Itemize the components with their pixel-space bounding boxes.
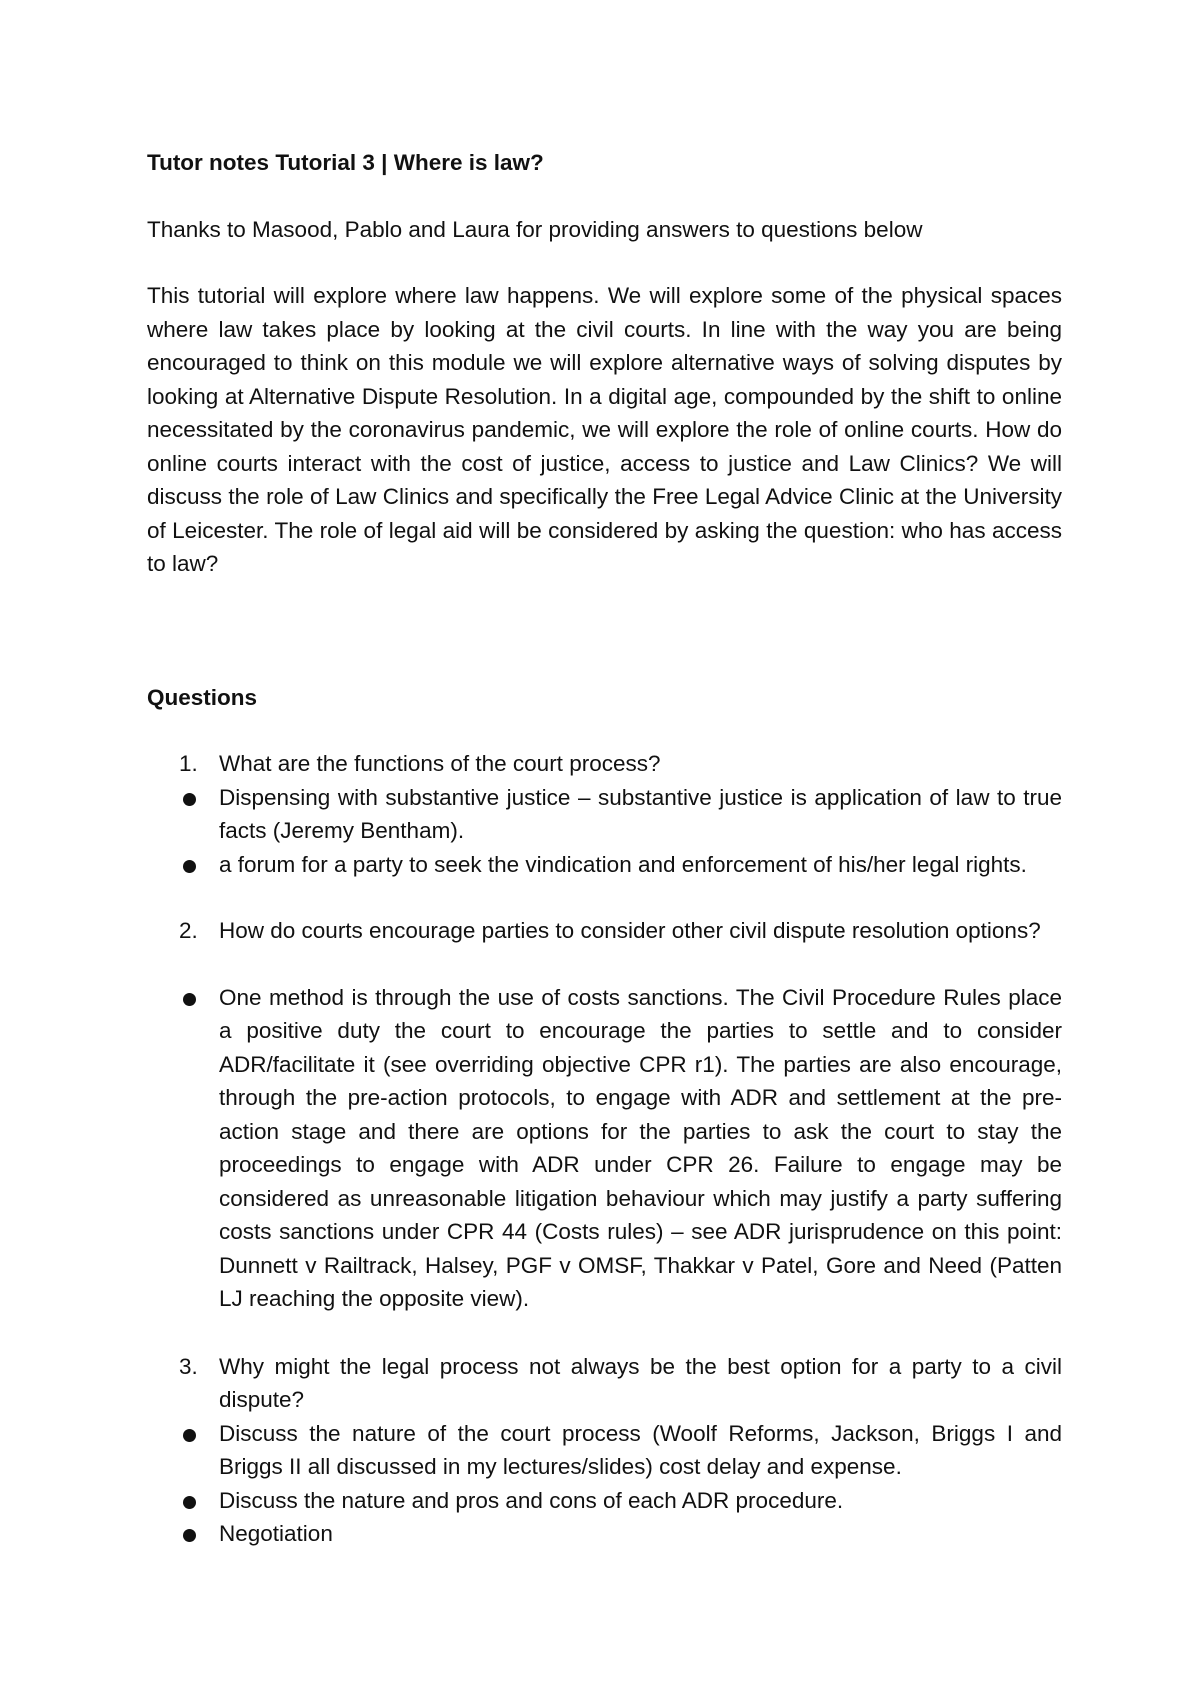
question-1 — [147, 747, 1062, 781]
question-1-bullet-2 — [147, 848, 1062, 882]
bullet-icon — [183, 1496, 196, 1509]
question-1-bullet-1 — [147, 781, 1062, 848]
question-2-number: 2. — [179, 918, 198, 943]
document-title: Tutor notes Tutorial 3 | Where is law? — [147, 150, 544, 175]
bullet-text: Discuss the nature of the court process (Woolf Reforms, Jackson, Briggs I and Briggs II all discussed in my lectures/slides) cost delay and expense. — [219, 1420, 1062, 1479]
bullet-text: Negotiation — [219, 1521, 333, 1546]
bullet-icon — [183, 1529, 196, 1542]
question-1-number: 1. — [179, 751, 198, 776]
bullet-icon — [183, 993, 196, 1006]
question-2 — [147, 914, 1062, 948]
question-3-bullet-2 — [147, 1484, 1062, 1518]
question-3-text: Why might the legal process not always be the best option for a party to a civil dispute? — [219, 1353, 1062, 1412]
bullet-text: Dispensing with substantive justice – substantive justice is application of law to true facts (Jeremy Bentham). — [219, 784, 1062, 843]
question-1-text: What are the functions of the court process? — [219, 751, 661, 776]
bullet-text: Discuss the nature and pros and cons of each ADR procedure. — [219, 1487, 844, 1513]
bullet-text: One method is through the use of costs sanctions. The Civil Procedure Rules place a positive duty the court to encourage the parties to settle and to consider ADR/facilitate it (see overriding objective CPR r1). The parties are also encourage, through the pre-action protocols, to engage with ADR and settlement at the pre-action stage and there are options for the parties to ask the court to stay the proceedings to engage with ADR under CPR 26. Failure to engage may be considered as unreasonable litigation behaviour which may justify a party suffering costs sanctions under CPR 44 (Costs rules) – see ADR jurisprudence on this point: Dunnett v Railtrack, Halsey, PGF v OMSF, Thakkar v Patel, Gore and Need (Patten LJ reaching the opposite view). — [219, 984, 1062, 1311]
question-3-bullet-3 — [147, 1517, 1062, 1551]
document-page — [147, 146, 1062, 1551]
bullet-icon — [183, 1429, 196, 1442]
acknowledgement: Thanks to Masood, Pablo and Laura for providing answers to questions below — [147, 216, 923, 242]
questions-list — [147, 747, 1062, 1551]
bullet-text: a forum for a party to seek the vindication and enforcement of his/her legal rights. — [219, 851, 1027, 877]
question-2-text: How do courts encourage parties to consider other civil dispute resolution options? — [219, 918, 1041, 943]
question-3-number: 3. — [179, 1353, 198, 1379]
question-2-bullet-1 — [147, 981, 1062, 1316]
question-3-bullet-1 — [147, 1417, 1062, 1484]
question-3 — [147, 1350, 1062, 1417]
questions-heading: Questions — [147, 684, 258, 710]
intro-paragraph: This tutorial will explore where law happens. We will explore some of the physical spaces where law takes place by looking at the civil courts. In line with the way you are being encouraged to think on this module we will explore alternative ways of solving disputes by looking at Alternative Dispute Resolution. In a digital age, compounded by the shift to online necessitated by the coronavirus pandemic, we will explore the role of online courts. How do online courts interact with the cost of justice, access to justice and Law Clinics? We will discuss the role of Law Clinics and specifically the Free Legal Advice Clinic at the University of Leicester. The role of legal aid will be considered by asking the question: who has access to law? — [147, 283, 1062, 576]
bullet-icon — [183, 860, 196, 873]
bullet-icon — [183, 793, 196, 806]
